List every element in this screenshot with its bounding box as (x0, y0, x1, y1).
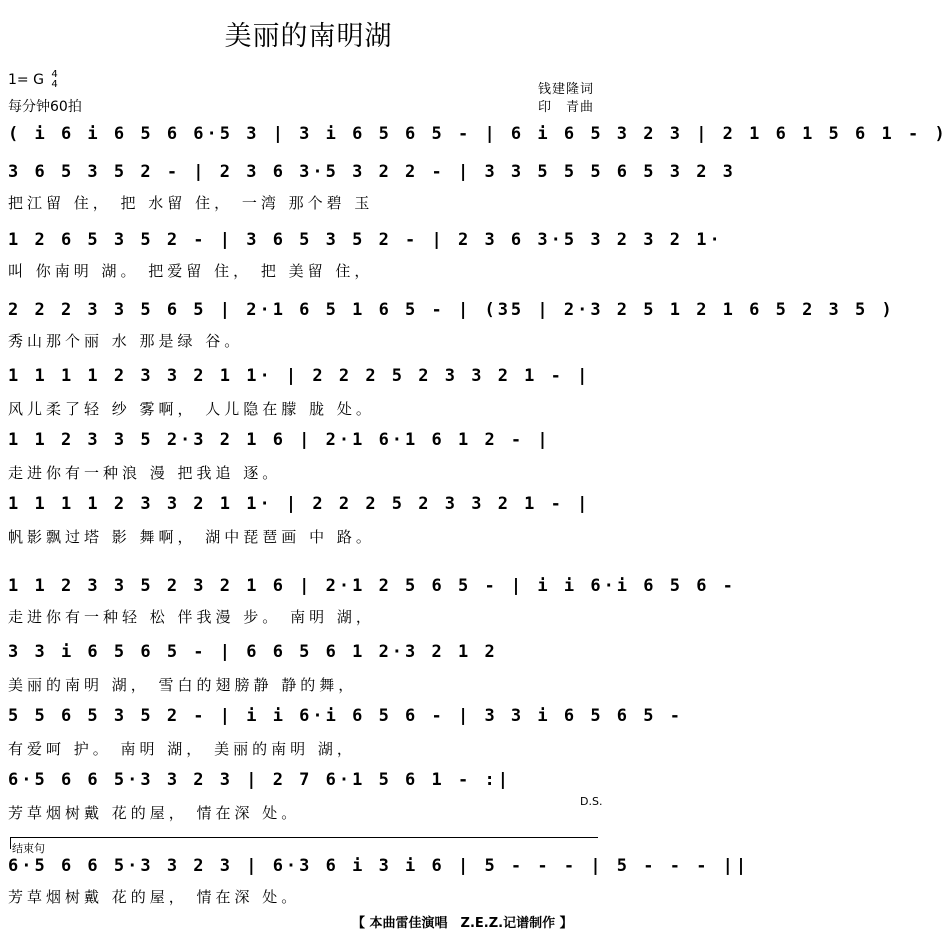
time-beats: 4 (51, 69, 58, 80)
composer-credit: 印 青曲 (538, 100, 595, 115)
notation-line: 3 6 5 3 5 2 - | 2 3 6 3·5 3 2 2 - | 3 3 5 5 5 6 5 3 2 3 (8, 162, 736, 182)
lyric-line: 芳草烟树戴 花的屋， 情在深 处。 (8, 804, 301, 822)
notation-line: 6·5 6 6 5·3 3 2 3 | 2 7 6·1 5 6 1 - :| (8, 770, 511, 790)
lyric-line: 秀山那个丽 水 那是绿 谷。 (8, 332, 244, 350)
time-unit: 4 (51, 79, 58, 90)
lyric-line: 芳草烟树戴 花的屋， 情在深 处。 (8, 888, 301, 906)
lyric-line: 有爱呵 护。 南明 湖， 美丽的南明 湖， (8, 740, 356, 758)
lyric-line: 美丽的南明 湖， 雪白的翅膀静 静的舞， (8, 676, 358, 694)
key-label: 1= G (8, 72, 44, 88)
tempo-marking: 每分钟60拍 (8, 99, 82, 115)
lyric-line: 把江留 住， 把 水留 住， 一湾 那个碧 玉 (8, 194, 374, 212)
notation-line: 1 2 6 5 3 5 2 - | 3 6 5 3 5 2 - | 2 3 6 3·5 3 2 3 2 1· (8, 230, 723, 250)
notation-line: 1 1 1 1 2 3 3 2 1 1· | 2 2 2 5 2 3 3 2 1 - | (8, 366, 591, 386)
time-signature (51, 70, 57, 90)
lyric-line: 叫 你南明 湖。 把爱留 住， 把 美留 住， (8, 262, 374, 280)
ending-bracket (10, 837, 598, 838)
key-signature (8, 70, 58, 90)
notation-line: 3 3 i 6 5 6 5 - | 6 6 5 6 1 2·3 2 1 2 (8, 642, 498, 662)
ds-marking: D.S. (580, 795, 603, 808)
page-title: 美丽的南明湖 (224, 21, 393, 52)
lyric-line: 风儿柔了轻 纱 雾啊， 人儿隐在朦 胧 处。 (8, 400, 375, 418)
notation-line: 2 2 2 3 3 5 6 5 | 2·1 6 5 1 6 5 - | (35 | 2·3 2 5 1 2 1 6 5 2 3 5 ) (8, 300, 895, 320)
lyricist-credit: 钱建隆词 (538, 82, 595, 97)
notation-line: 1 1 1 1 2 3 3 2 1 1· | 2 2 2 5 2 3 3 2 1 - | (8, 494, 591, 514)
notation-line: 5 5 6 5 3 5 2 - | i i 6·i 6 5 6 - | 3 3 i 6 5 6 5 - (8, 706, 683, 726)
lyric-line: 走进你有一种轻 松 伴我漫 步。 南明 湖， (8, 608, 375, 626)
lyric-line: 帆影飘过塔 影 舞啊， 湖中琵琶画 中 路。 (8, 528, 375, 546)
ending-bracket-tick (10, 837, 11, 849)
notation-line: 6·5 6 6 5·3 3 2 3 | 6·3 6 i 3 i 6 | 5 - - - | 5 - - - || (8, 856, 750, 876)
notation-line: 1 1 2 3 3 5 2·3 2 1 6 | 2·1 6·1 6 1 2 - | (8, 430, 551, 450)
lyric-line: 走进你有一种浪 漫 把我追 逐。 (8, 464, 282, 482)
ending-label: 结束句 (12, 842, 45, 855)
notation-line: 1 1 2 3 3 5 2 3 2 1 6 | 2·1 2 5 6 5 - | i i 6·i 6 5 6 - (8, 576, 736, 596)
notation-line: ( i 6 i 6 5 6 6·5 3 | 3 i 6 5 6 5 - | 6 i 6 5 3 2 3 | 2 1 6 1 5 6 1 - ) (8, 124, 948, 144)
transcription-credit: 【 本曲雷佳演唱 Z.E.Z.记谱制作 】 (352, 916, 573, 931)
